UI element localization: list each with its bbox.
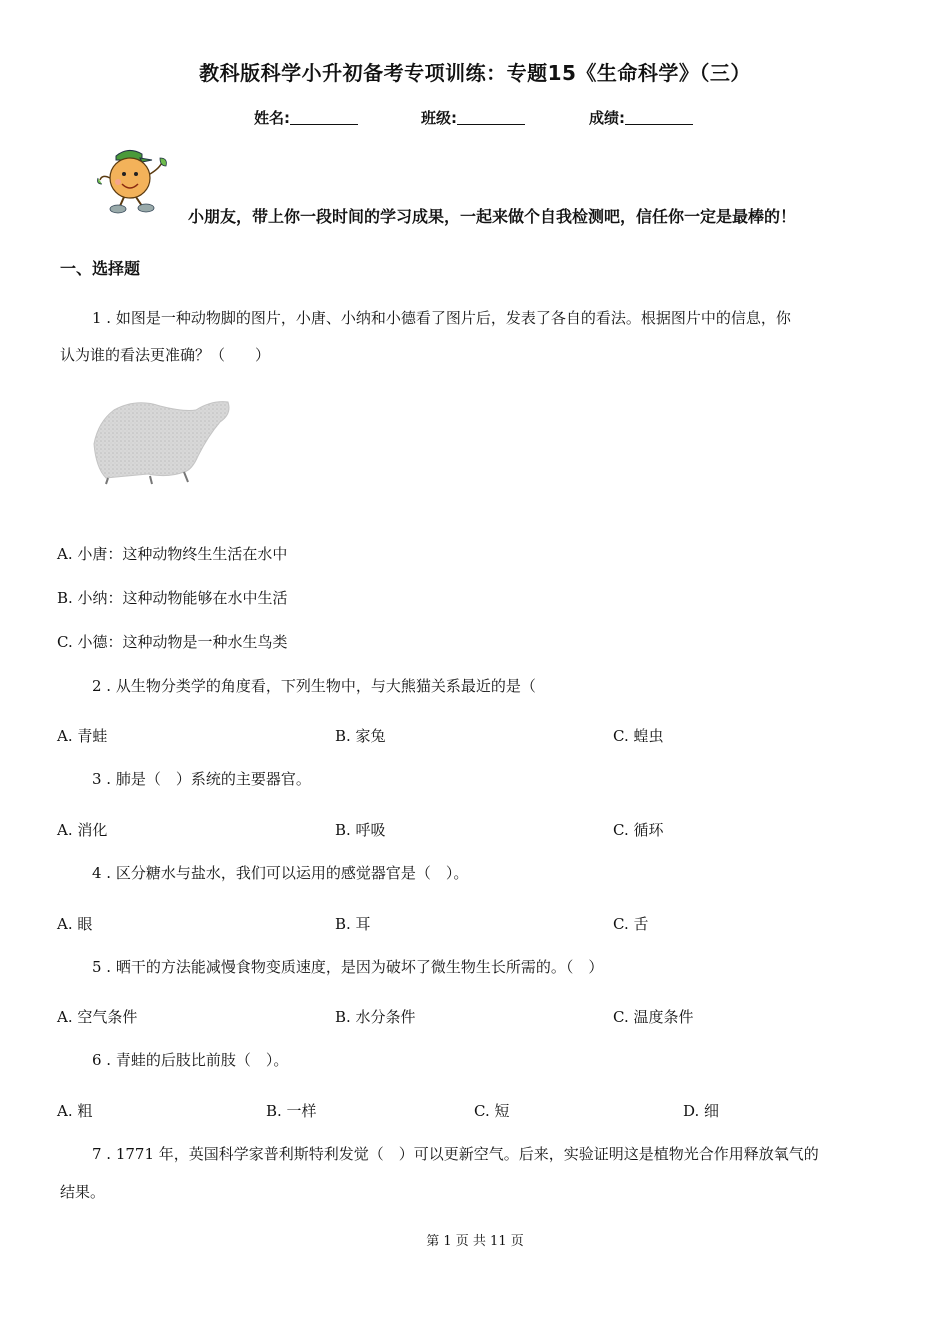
section-title: 一、选择题 [60,259,141,278]
name-label: 姓名: [254,109,290,127]
name-blank [290,110,358,125]
question-1-line-1: 1 . 如图是一种动物脚的图片，小唐、小纳和小德看了图片后，发表了各自的看法。根据图片中的信息，你 [92,309,791,327]
question-6-option-a: A. 粗 [57,1102,93,1120]
question-2-option-a: A. 青蛙 [57,727,108,745]
question-3-option-a: A. 消化 [57,821,108,839]
question-6-option-d: D. 细 [683,1102,720,1120]
question-6-text: 6 . 青蛙的后肢比前肢（ ）。 [92,1051,289,1069]
question-5-option-b: B. 水分条件 [335,1008,416,1026]
webbed-foot-image [88,392,238,492]
page-footer: 第 1 页 共 11 页 [426,1234,524,1249]
question-6-option-b: B. 一样 [266,1102,317,1120]
class-label: 班级: [421,109,457,127]
question-1-line-2: 认为谁的看法更准确？（ ） [60,346,271,364]
cartoon-mascot-icon [96,148,176,216]
score-label: 成绩: [589,109,625,127]
question-3-option-b: B. 呼吸 [335,821,386,839]
question-5-option-a: A. 空气条件 [57,1008,138,1026]
score-field [589,107,693,128]
class-field [421,107,525,128]
score-blank [625,110,693,125]
question-4-option-c: C. 舌 [613,915,649,933]
question-7-line-1: 7 . 1771 年，英国科学家普利斯特利发觉（ ）可以更新空气。后来，实验证明这是植物光合作用释放氧气的 [92,1145,819,1163]
question-5-option-c: C. 温度条件 [613,1008,694,1026]
greeting-text: 小朋友，带上你一段时间的学习成果，一起来做个自我检测吧，信任你一定是最棒的！ [188,207,797,226]
class-blank [457,110,525,125]
question-4-option-a: A. 眼 [57,915,93,933]
question-5-text: 5 . 晒干的方法能减慢食物变质速度，是因为破坏了微生物生长所需的。（ ） [92,958,604,976]
question-3-text: 3 . 肺是（ ）系统的主要器官。 [92,770,311,788]
question-2-text: 2 . 从生物分类学的角度看，下列生物中，与大熊猫关系最近的是（ [92,677,536,695]
question-3-option-c: C. 循环 [613,821,664,839]
question-1-option-c: C. 小德：这种动物是一种水生鸟类 [57,633,288,651]
question-1-option-a: A. 小唐：这种动物终生生活在水中 [57,545,288,563]
question-2-option-c: C. 蝗虫 [613,727,664,745]
question-2-option-b: B. 家兔 [335,727,386,745]
question-4-text: 4 . 区分糖水与盐水，我们可以运用的感觉器官是（ ）。 [92,864,469,882]
question-7-line-2: 结果。 [60,1183,106,1201]
page-title: 教科版科学小升初备考专项训练：专题15《生命科学》（三） [199,61,751,85]
question-1-option-b: B. 小纳：这种动物能够在水中生活 [57,589,288,607]
question-6-option-c: C. 短 [474,1102,510,1120]
name-field [254,107,358,128]
question-4-option-b: B. 耳 [335,915,371,933]
